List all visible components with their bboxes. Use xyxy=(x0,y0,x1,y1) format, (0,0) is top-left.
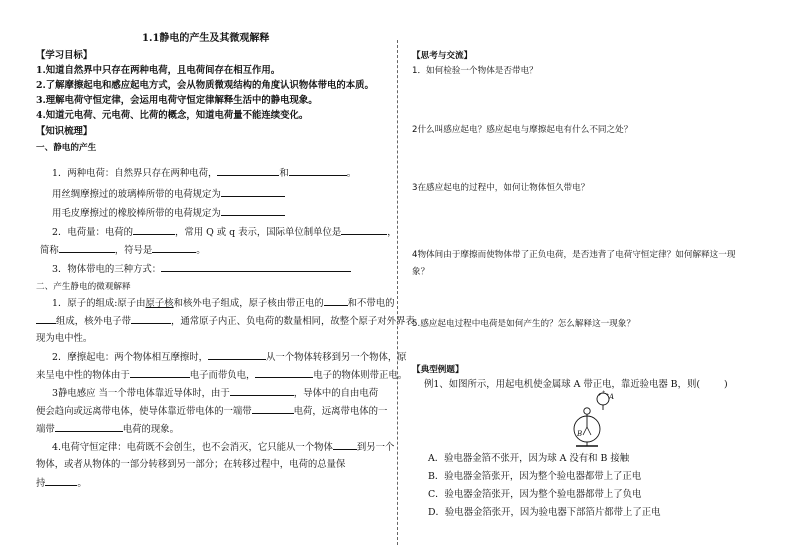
paragraph-line xyxy=(52,297,395,310)
question-text: 用丝绸摩擦过的玻璃棒所带的电荷规定为 xyxy=(52,189,221,200)
svg-text:+: + xyxy=(598,392,602,397)
question-text: 和 xyxy=(279,168,289,179)
paragraph-line: 物体，或者从物体的一部分转移到另一部分；在转移过程中，电荷的总量保 xyxy=(36,459,346,470)
electroscope-knob xyxy=(584,408,590,414)
answer-blank[interactable] xyxy=(59,244,115,253)
think-question: 1．如何检验一个物体是否带电？ xyxy=(412,66,538,76)
question-text: 1．两种电荷：自然界只存在两种电荷， xyxy=(52,168,218,179)
paragraph-text: 组成，核外电子带 xyxy=(56,316,132,327)
answer-blank[interactable] xyxy=(252,405,294,414)
answer-blank[interactable] xyxy=(45,477,77,486)
paragraph-text: 到另一个 xyxy=(356,442,395,453)
option-d[interactable]: D．验电器金箔张开，因为验电器下部箔片都带上了正电 xyxy=(428,507,661,518)
question-text: 用毛皮摩擦过的橡胶棒所带的电荷规定为 xyxy=(52,208,221,219)
question-text: ，常用 Q 或 q 表示，国际单位制单位是 xyxy=(174,227,342,238)
think-heading: 【思考与交流】 xyxy=(412,51,473,61)
goals-heading: 【学习目标】 xyxy=(36,50,93,61)
paragraph-line xyxy=(52,387,378,400)
option-c[interactable]: C．验电器金箔张开，因为整个验电器都带上了负电 xyxy=(428,489,642,500)
paragraph-text: 便会趋向或远离带电体，使导体靠近带电体的一端带 xyxy=(36,406,252,417)
question-text: 。 xyxy=(196,245,206,256)
answer-blank[interactable] xyxy=(289,167,347,176)
question-line xyxy=(52,226,397,239)
answer-blank[interactable] xyxy=(230,387,294,396)
question-text: 3．物体带电的三种方式： xyxy=(52,264,162,275)
answer-blank[interactable] xyxy=(208,351,266,360)
paragraph-text: 1．原子的组成:原子由 xyxy=(52,298,146,309)
answer-blank[interactable] xyxy=(55,423,123,432)
paragraph-text: ，导体中的自由电荷 xyxy=(293,388,379,399)
goal-item: 3.理解电荷守恒定律，会运用电荷守恒定律解释生活中的静电现象。 xyxy=(36,95,318,106)
column-divider xyxy=(397,40,398,545)
paragraph-line xyxy=(36,315,415,328)
goal-item: 1.知道自然界中只存在两种电荷，且电荷间存在相互作用。 xyxy=(36,65,281,76)
question-line xyxy=(52,207,285,220)
knowledge-heading: 【知识梳理】 xyxy=(36,126,93,137)
answer-blank[interactable] xyxy=(131,315,171,324)
paragraph-text: 4.电荷守恒定律：电荷既不会创生，也不会消灭，它只能从一个物体 xyxy=(52,442,333,453)
example-heading: 【典型例题】 xyxy=(412,365,464,375)
paragraph-line xyxy=(36,423,179,436)
question-line xyxy=(40,244,206,257)
answer-blank[interactable] xyxy=(333,441,357,450)
question-text: ，符号是 xyxy=(114,245,153,256)
paragraph-text: 和不带电的 xyxy=(347,298,395,309)
paragraph-text: 电荷，远离带电体的一 xyxy=(293,406,388,417)
option-a[interactable]: A．验电器金箔不张开，因为球 A 没有和 B 接触 xyxy=(428,453,630,464)
paragraph-line: 现为电中性。 xyxy=(36,333,93,344)
paragraph-line xyxy=(36,369,407,382)
question-text: 简称 xyxy=(40,245,59,256)
paragraph-text: ，通常原子内正、负电荷的数量相同，故整个原子对外界表 xyxy=(171,316,415,327)
paragraph-text: 从一个物体转移到另一个物体，原 xyxy=(265,352,407,363)
option-b[interactable]: B．验电器金箔张开，因为整个验电器都带上了正电 xyxy=(428,471,642,482)
question-line xyxy=(52,167,356,180)
answer-blank[interactable] xyxy=(324,297,348,306)
svg-text:+: + xyxy=(606,392,610,397)
paragraph-text: 。 xyxy=(77,478,87,489)
think-question: 5.感应起电过程中电荷是如何产生的？怎么解释这一现象？ xyxy=(412,319,636,329)
question-text: ， xyxy=(387,227,397,238)
goal-item: 4.知道元电荷、元电荷、比荷的概念，知道电荷量不能连续变化。 xyxy=(36,110,309,121)
answer-blank[interactable] xyxy=(152,244,196,253)
example-text: 例1、如图所示，用起电机使金属球 A 带正电，靠近验电器 B，则( xyxy=(424,379,700,390)
answer-blank[interactable] xyxy=(36,315,56,324)
think-question: 3在感应起电的过程中，如何让物体恒久带电？ xyxy=(412,183,590,193)
answer-blank[interactable] xyxy=(217,167,279,176)
section-heading: 一、静电的产生 xyxy=(36,143,97,153)
question-text: 2．电荷量：电荷的 xyxy=(52,227,133,238)
answer-blank[interactable] xyxy=(221,188,285,197)
paragraph-text: 持 xyxy=(36,478,46,489)
answer-blank[interactable] xyxy=(255,369,313,378)
question-line xyxy=(52,263,351,276)
figure-label-a: A xyxy=(609,393,615,401)
paragraph-text: 电子的物体则带正电。 xyxy=(313,370,408,381)
paragraph-line xyxy=(52,351,407,364)
paragraph-line xyxy=(36,405,387,418)
think-question: 象？ xyxy=(412,267,430,277)
think-question: 2什么叫感应起电？感应起电与摩擦起电有什么不同之处？ xyxy=(412,125,633,135)
answer-blank[interactable] xyxy=(130,369,190,378)
think-question: 4物体间由于摩擦而使物体带了正负电荷，是否违背了电荷守恒定律？如何解释这一现 xyxy=(412,250,736,260)
answer-blank[interactable] xyxy=(341,226,387,235)
paragraph-text: 端带 xyxy=(36,424,55,435)
question-line xyxy=(52,188,285,201)
answer-blank[interactable] xyxy=(161,263,351,272)
paragraph-text: 电子而带负电， xyxy=(189,370,256,381)
paragraph-text: 电荷的现象。 xyxy=(122,424,180,435)
goal-item: 2.了解摩擦起电和感应起电方式，会从物质微观结构的角度认识物体带电的本质。 xyxy=(36,80,374,91)
paragraph-text: 和核外电子组成，原子核由带正电的 xyxy=(173,298,324,309)
example-text: ) xyxy=(723,379,728,390)
section-heading: 二、产生静电的微观解释 xyxy=(36,282,131,292)
paragraph-text: 2．摩擦起电：两个物体相互摩擦时， xyxy=(52,352,208,363)
paragraph-line xyxy=(52,441,394,454)
answer-blank[interactable] xyxy=(133,226,175,235)
svg-text:+: + xyxy=(602,389,606,394)
paragraph-text: 来呈电中性的物体由于 xyxy=(36,370,130,381)
figure-label-b: B xyxy=(577,430,583,438)
question-text: 。 xyxy=(346,168,357,179)
page-title: 1.1静电的产生及其微观解释 xyxy=(142,33,270,44)
underlined-term: 原子核 xyxy=(145,298,174,309)
paragraph-line xyxy=(36,477,87,490)
answer-blank[interactable] xyxy=(221,207,285,216)
paragraph-text: 3静电感应 当一个带电体靠近导体时，由于 xyxy=(52,388,230,399)
